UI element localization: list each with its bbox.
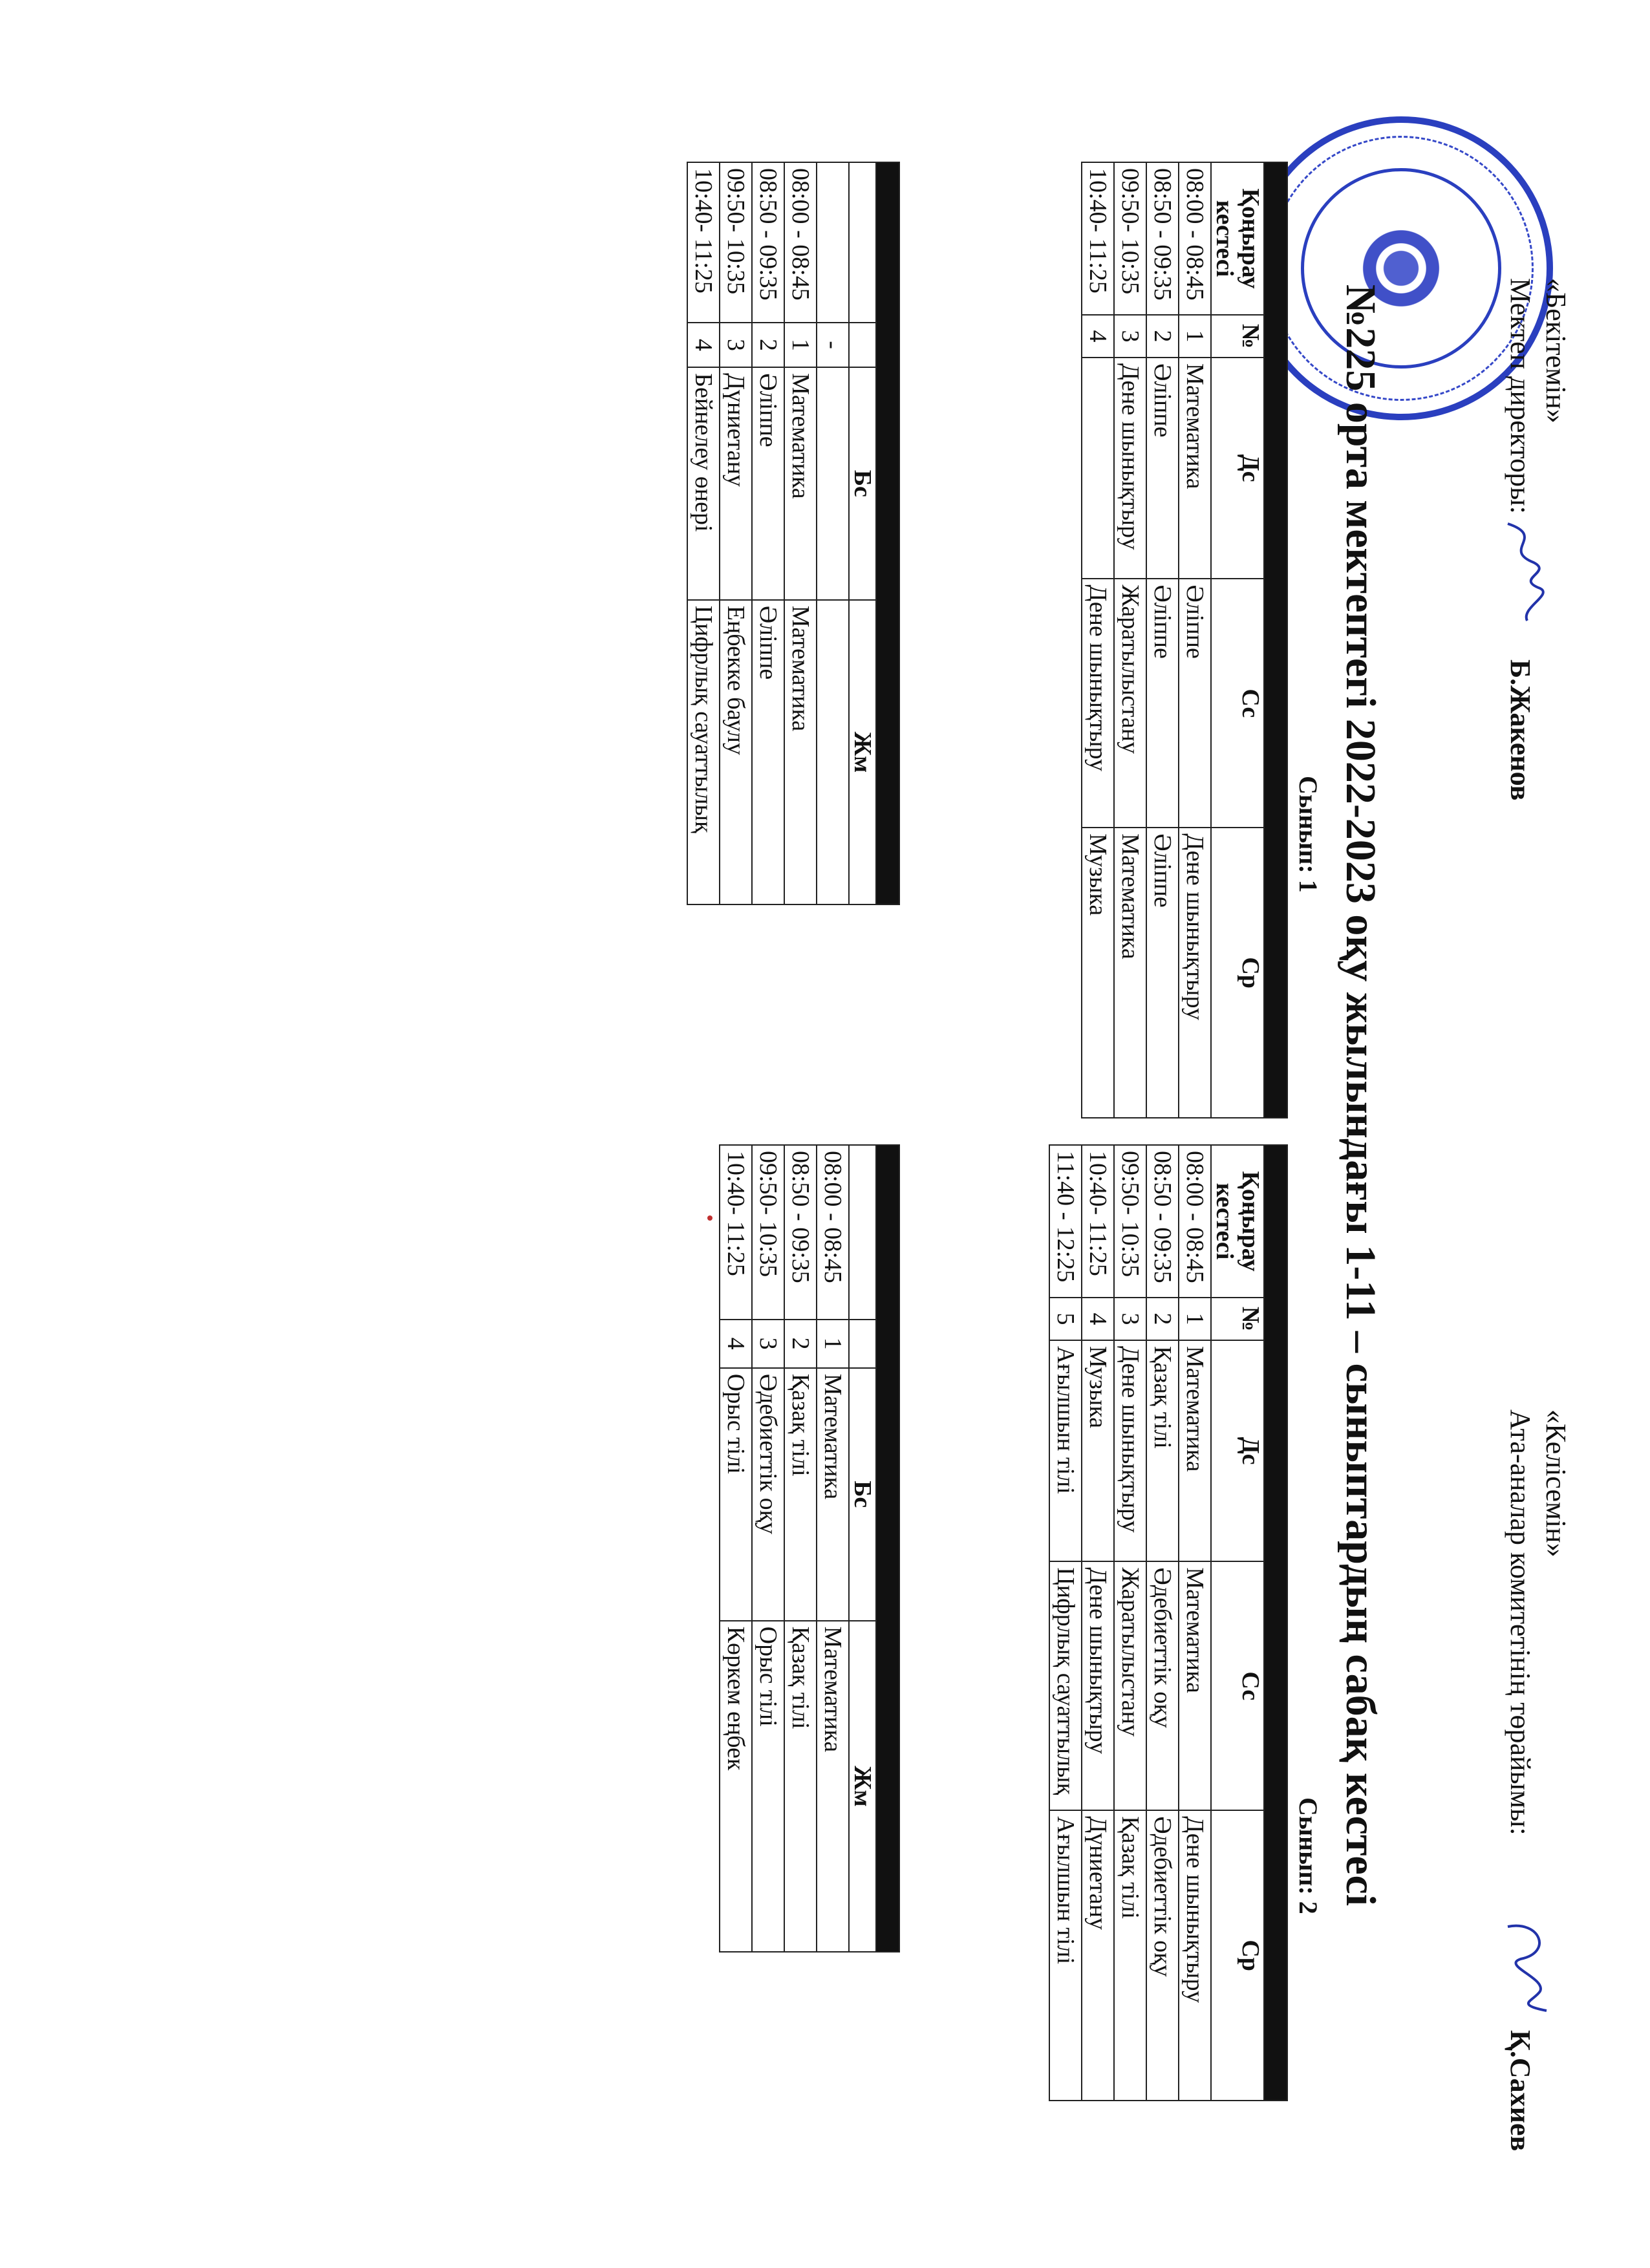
col-header: Бс [849, 1368, 876, 1621]
col-header: № [1211, 315, 1264, 358]
table-row: 08:50 - 09:35 2 Әліппе Әліппе Әліппе [1146, 162, 1179, 1118]
table-row: 08:50 - 09:35 2 Қазақ тілі Әдебиеттік оқу Әдебиеттік оқу [1146, 1145, 1179, 2101]
table-row: 11:40 - 12:25 5 Ағылшын тілі Цифрлық сауаттылық Ағылшын тілі [1049, 1145, 1082, 2101]
col-header: № [1211, 1298, 1264, 1340]
table-row: 10:40- 11:25 4 Бейнелеу өнері Цифрлық сауаттылық [687, 162, 720, 904]
table-row: 08:50 - 09:35 2 Әліппе Әліппе [752, 162, 784, 904]
table-row: 09:50- 10:35 3 Дүниетану Еңбекке баулу [720, 162, 752, 904]
committee-signature [1488, 1914, 1566, 2017]
class1-table-2 [687, 162, 900, 905]
col-header: Қоңырау кестесі [1211, 162, 1264, 315]
agree-heading: «Келісемін» [1540, 1409, 1572, 1557]
header-bar [1264, 162, 1287, 1118]
col-header: Сс [1211, 1561, 1264, 1810]
table-row: 08:00 - 08:45 1 Математика Математика [817, 1145, 849, 1952]
table-row: 10:40- 11:25 4 Дене шынықтыру Музыка [1082, 162, 1114, 1118]
table-row: - [817, 162, 849, 904]
header-bar [876, 162, 899, 904]
class2-table [1049, 1144, 1288, 2101]
director-name: Б.Жакенов [1505, 659, 1536, 801]
table-row: 08:00 - 08:45 1 Математика Математика Дене шынықтыру [1179, 1145, 1211, 2101]
col-header: Қоңырау кестесі [1211, 1145, 1264, 1298]
director-role: Мектеп директоры: [1505, 278, 1536, 514]
committee-role: Ата-аналар комитетінің төрайымы: [1505, 1409, 1536, 1835]
table-row: 09:50- 10:35 3 Әдебиеттік оқу Орыс тілі [752, 1145, 784, 1952]
header-bar [1264, 1145, 1287, 2101]
director-signature [1488, 517, 1559, 627]
class1-label: Сынып: 1 [1294, 776, 1323, 893]
col-header: Жм [849, 1621, 876, 1952]
table-row: 08:00 - 08:45 1 Математика Математика [784, 162, 817, 904]
col-header: Бс [849, 367, 876, 600]
class1-table [1081, 162, 1288, 1118]
table-row: 09:50- 10:35 3 Дене шынықтыру Жаратылыстану Қазақ тілі [1114, 1145, 1146, 2101]
committee-name: Қ.Сахиев [1505, 2030, 1536, 2152]
col-header: Дс [1211, 1340, 1264, 1561]
table-row: 08:50 - 09:35 2 Қазақ тілі Қазақ тілі [784, 1145, 817, 1952]
table-row: 10:40- 11:25 4 Орыс тілі Көркем еңбек [720, 1145, 752, 1952]
table-row: 08:00 - 08:45 1 Математика Әліппе Дене шынықтыру [1179, 162, 1211, 1118]
table-row: 10:40- 11:25 4 Музыка Дене шынықтыру Дүниетану [1082, 1145, 1114, 2101]
table-row: 09:50- 10:35 3 Дене шынықтыру Жаратылыстану Математика [1114, 162, 1146, 1118]
header-bar [876, 1145, 899, 1952]
col-header: Жм [849, 600, 876, 904]
col-header: Дс [1211, 358, 1264, 579]
col-header: Ср [1211, 828, 1264, 1118]
col-header: Сс [1211, 579, 1264, 828]
col-header: Ср [1211, 1810, 1264, 2101]
approve-heading: «Бекітемін» [1540, 278, 1572, 423]
page-title: №225 орта мектептегі 2022-2023 оқу жылындағы 1-11 – сыныптардың сабақ кестесі [1337, 284, 1384, 1907]
class2-label: Сынып: 2 [1294, 1797, 1323, 1914]
ink-dot [707, 1215, 712, 1221]
class2-table-2 [719, 1144, 900, 1952]
